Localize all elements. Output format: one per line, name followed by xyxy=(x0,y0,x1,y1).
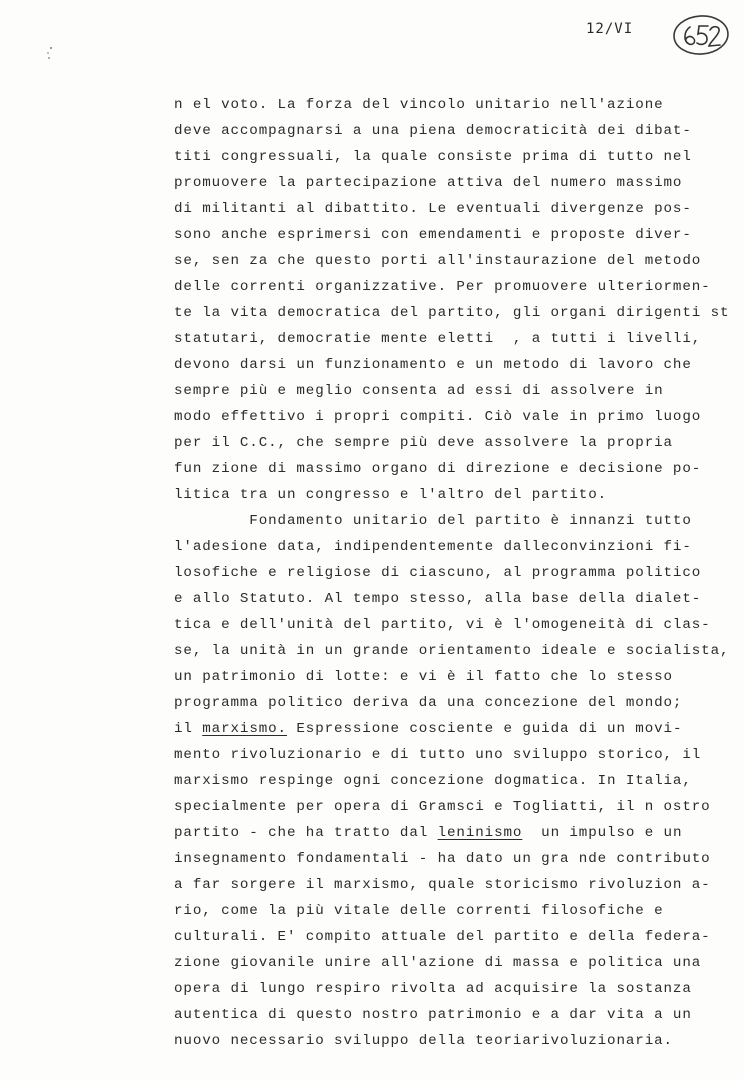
underlined-term: marxismo. xyxy=(202,721,287,737)
text-line xyxy=(174,456,714,482)
text-segment: se, la unità in un grande orientamento ideale e socialista, xyxy=(174,643,730,659)
text-segment: il xyxy=(174,721,203,737)
text-segment: se, sen za che questo porti all'instaurazione del metodo xyxy=(174,253,702,269)
text-line xyxy=(174,248,714,274)
text-line xyxy=(174,664,714,690)
text-line xyxy=(174,820,714,846)
text-line xyxy=(174,872,714,898)
text-segment: delle correnti organizzative. Per promuovere ulteriormen- xyxy=(174,279,711,295)
text-segment: a far sorgere il marxismo, quale storicismo rivoluzion a- xyxy=(174,877,711,893)
text-line xyxy=(174,586,714,612)
text-line xyxy=(174,898,714,924)
text-line xyxy=(174,378,714,404)
text-segment: zione giovanile unire all'azione di massa e politica una xyxy=(174,955,702,971)
text-line xyxy=(174,742,714,768)
text-line xyxy=(174,924,714,950)
text-line xyxy=(174,1028,714,1054)
text-line xyxy=(174,638,730,664)
text-segment: partito - che ha tratto dal xyxy=(174,825,438,841)
text-segment: specialmente per opera di Gramsci e Togliatti, il n ostro xyxy=(174,799,711,815)
text-line xyxy=(174,118,714,144)
text-segment: mento rivoluzionario e di tutto uno sviluppo storico, il xyxy=(174,747,702,763)
text-segment: statutari, democratie mente eletti , a tutti i livelli, xyxy=(174,331,702,347)
text-segment: devono darsi un funzionamento e un metodo di lavoro che xyxy=(174,357,692,373)
archive-stamp-icon xyxy=(672,13,730,57)
text-line xyxy=(174,144,714,170)
text-segment: Fondamento unitario del partito è innanzi tutto xyxy=(174,513,692,529)
text-segment: tica e dell'unità del partito, vi è l'omogeneità di clas- xyxy=(174,617,711,633)
text-segment: fun zione di massimo organo di direzione e decisione po- xyxy=(174,461,702,477)
text-line xyxy=(174,846,714,872)
text-line xyxy=(174,612,714,638)
text-segment: nuovo necessario sviluppo della teoriarivoluzionaria. xyxy=(174,1033,673,1049)
text-line xyxy=(174,274,714,300)
text-segment: te la vita democratica del partito, gli organi dirigenti st xyxy=(174,305,730,321)
text-line xyxy=(174,222,714,248)
text-line xyxy=(174,92,714,118)
text-line xyxy=(174,1002,714,1028)
text-segment: litica tra un congresso e l'altro del partito. xyxy=(174,487,608,503)
text-segment: programma politico deriva da una concezione del mondo; xyxy=(174,695,683,711)
text-segment: deve accompagnarsi a una piena democraticità dei dibat- xyxy=(174,123,692,139)
text-segment: opera di lungo respiro rivolta ad acquisire la sostanza xyxy=(174,981,692,997)
text-segment: n el voto. La forza del vincolo unitario nell'azione xyxy=(174,97,664,113)
text-line xyxy=(174,300,730,326)
text-segment: insegnamento fondamentali - ha dato un gra nde contributo xyxy=(174,851,711,867)
text-line xyxy=(174,482,714,508)
text-line xyxy=(174,950,714,976)
text-line xyxy=(174,404,714,430)
text-segment: per il C.C., che sempre più deve assolvere la propria xyxy=(174,435,673,451)
text-segment: un impulso e un xyxy=(522,825,683,841)
text-line xyxy=(174,690,714,716)
text-line xyxy=(174,196,714,222)
text-segment: Espressione cosciente e guida di un movi- xyxy=(286,721,683,737)
typewritten-body xyxy=(174,92,730,1054)
text-segment: titi congressuali, la quale consiste prima di tutto nel xyxy=(174,149,692,165)
text-line xyxy=(174,768,714,794)
text-segment: promuovere la partecipazione attiva del numero massimo xyxy=(174,175,683,191)
text-segment: e allo Statuto. Al tempo stesso, alla base della dialet- xyxy=(174,591,702,607)
text-line xyxy=(174,430,714,456)
text-segment: sempre più e meglio consenta ad essi di assolvere in xyxy=(174,383,664,399)
page-number: 12/VI xyxy=(586,21,634,37)
text-line xyxy=(174,508,714,534)
text-segment: culturali. E' compito attuale del partito e della federa- xyxy=(174,929,711,945)
text-segment: di militanti al dibattito. Le eventuali divergenze pos- xyxy=(174,201,692,217)
text-line xyxy=(174,794,714,820)
text-line xyxy=(174,326,714,352)
paper-speck xyxy=(46,46,56,60)
text-line xyxy=(174,170,714,196)
text-segment: un patrimonio di lotte: e vi è il fatto che lo stesso xyxy=(174,669,673,685)
underlined-term: leninismo xyxy=(437,825,523,841)
text-line xyxy=(174,976,714,1002)
text-line xyxy=(174,352,714,378)
text-segment: sono anche esprimersi con emendamenti e proposte diver- xyxy=(174,227,692,243)
text-segment: modo effettivo i propri compiti. Ciò vale in primo luogo xyxy=(174,409,702,425)
text-line xyxy=(174,534,714,560)
text-segment: autentica di questo nostro patrimonio e a dar vita a un xyxy=(174,1007,692,1023)
text-segment: marxismo respinge ogni concezione dogmatica. In Italia, xyxy=(174,773,692,789)
text-segment: rio, come la più vitale delle correnti filosofiche e xyxy=(174,903,664,919)
text-line xyxy=(174,716,714,742)
text-segment: l'adesione data, indipendentemente dalleconvinzioni fi- xyxy=(174,539,692,555)
text-line xyxy=(174,560,714,586)
text-segment: losofiche e religiose di ciascuno, al programma politico xyxy=(174,565,702,581)
